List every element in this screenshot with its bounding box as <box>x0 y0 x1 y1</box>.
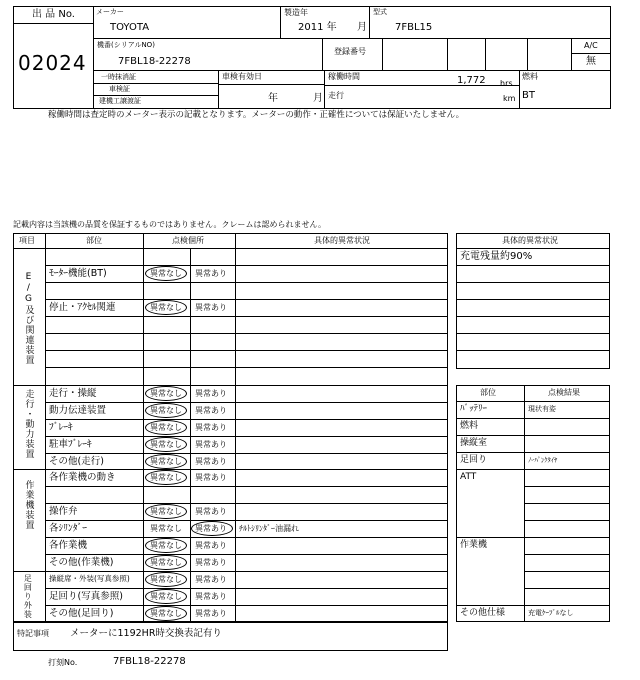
ok-circle-mark <box>145 437 187 452</box>
header-divider <box>93 83 218 84</box>
inspection-cert-label: 車検証 <box>109 85 130 93</box>
ok-option: 異常なし <box>150 609 182 618</box>
hours-disclaimer: 稼働時間は査定時のメーター表示の記載となります。メーターの動作・正確性については保証いたしません。 <box>48 110 465 120</box>
row-part: その他(足回り) <box>49 608 114 619</box>
table-divider <box>456 469 610 470</box>
results-part: ﾊﾞｯﾃﾘｰ <box>460 404 488 414</box>
row-part: その他(走行) <box>49 456 104 467</box>
table-row-divider <box>45 419 448 420</box>
header-divider <box>218 70 219 109</box>
table-row-divider <box>45 588 448 589</box>
table-divider <box>524 554 610 555</box>
ng-option: 異常あり <box>195 473 227 482</box>
inspection-valid-label: 車検有効日 <box>222 72 262 81</box>
row-part: 動力伝達装置 <box>49 405 107 416</box>
ng-option: 異常あり <box>195 541 227 550</box>
ok-circle-mark <box>145 538 187 553</box>
col-part: 部位 <box>86 236 102 245</box>
row-part: 走行・操縦 <box>49 388 97 399</box>
header-divider <box>13 23 93 24</box>
table-row-divider <box>45 299 448 300</box>
ok-circle-mark <box>145 266 187 281</box>
ng-option: 異常あり <box>195 609 227 618</box>
table-divider <box>456 605 610 606</box>
header-divider <box>369 6 370 38</box>
ok-option: 異常なし <box>150 473 182 482</box>
results-value: 充電ｹｰﾌﾞﾙなし <box>528 609 574 617</box>
header-divider <box>218 84 324 85</box>
row-part: 各作業機 <box>49 540 88 551</box>
ok-option: 異常なし <box>150 592 182 601</box>
table-divider <box>456 265 610 266</box>
model-label: 型式 <box>373 8 387 16</box>
results-value: 現状有姿 <box>528 405 556 413</box>
ok-circle-mark <box>145 420 187 435</box>
row-part: 停止・ｱｸｾﾙ関連 <box>49 302 116 313</box>
table-divider <box>456 299 610 300</box>
table-row-divider <box>45 520 448 521</box>
ng-option: 異常あり <box>195 507 227 516</box>
table-row-divider <box>45 333 448 334</box>
table-divider <box>524 520 610 521</box>
table-divider <box>456 537 610 538</box>
table-row-divider <box>45 367 448 368</box>
ok-option: 異常なし <box>150 575 182 584</box>
ng-option: 異常あり <box>195 406 227 415</box>
km-unit: km <box>503 94 516 103</box>
ng-option: 異常あり <box>195 423 227 432</box>
header-divider <box>571 38 572 70</box>
results-part: 燃料 <box>460 421 479 431</box>
ac-label: A/C <box>584 41 598 50</box>
header-divider <box>280 6 281 38</box>
table-divider <box>524 503 610 504</box>
table-divider <box>456 350 610 351</box>
section-divider <box>13 385 448 386</box>
table-row-divider <box>45 316 448 317</box>
ok-circle-mark <box>145 454 187 469</box>
year-value: 2011 年 <box>298 22 337 33</box>
header-divider <box>382 38 383 70</box>
table-row-divider <box>45 537 448 538</box>
results-value: ﾉｰﾊﾟﾝｸﾀｲﾔ <box>528 456 558 464</box>
ng-option: 異常あり <box>195 457 227 466</box>
ok-option: 異常なし <box>150 389 182 398</box>
header-divider <box>93 95 218 96</box>
month-value: 月 <box>357 22 367 33</box>
row-part: 駐車ﾌﾞﾚｰｷ <box>49 439 92 450</box>
distance-label: 走行 <box>328 91 344 100</box>
table-divider <box>235 233 236 622</box>
ok-option: 異常なし <box>150 524 182 533</box>
ok-option: 異常なし <box>150 507 182 516</box>
table-row-divider <box>45 486 448 487</box>
hours-label: 稼働時間 <box>328 72 360 81</box>
header-divider <box>447 38 448 70</box>
results-col-result: 点検結果 <box>548 388 580 397</box>
ng-option: 異常あり <box>195 269 227 278</box>
header-divider <box>93 38 611 39</box>
section-divider <box>13 469 448 470</box>
table-divider <box>456 248 610 249</box>
col-check: 点検個所 <box>172 236 204 245</box>
remarks-text: メーターに1192HR時交換表記有り <box>70 628 222 639</box>
table-row-divider <box>45 436 448 437</box>
ng-option: 異常あり <box>195 440 227 449</box>
results-part: その他仕様 <box>460 608 506 618</box>
ok-option: 異常なし <box>150 406 182 415</box>
header-divider <box>324 70 325 109</box>
ok-option: 異常なし <box>150 558 182 567</box>
ok-circle-mark <box>145 403 187 418</box>
table-divider <box>456 316 610 317</box>
table-divider <box>456 282 610 283</box>
table-row-divider <box>45 265 448 266</box>
lot-number: 02024 <box>18 51 87 75</box>
section-label: 走行・動力装置 <box>23 389 34 459</box>
ok-circle-mark <box>145 300 187 315</box>
notice-text: 記載内容は当該機の品質を保証するものではありません。クレームは認められません。 <box>13 220 326 229</box>
row-part: 操作弁 <box>49 506 78 517</box>
section-label: E/G及び関連装置 <box>23 272 34 365</box>
results-col-part: 部位 <box>480 388 496 397</box>
ok-option: 異常なし <box>150 423 182 432</box>
row-part: 各作業機の動き <box>49 472 116 483</box>
inspection-month: 月 <box>313 93 323 104</box>
stamp-label: 打刻No. <box>48 658 78 667</box>
ok-option: 異常なし <box>150 303 182 312</box>
col-detail: 具体的異常状況 <box>314 236 370 245</box>
ok-circle-mark <box>145 555 187 570</box>
table-row-divider <box>45 453 448 454</box>
ok-circle-mark <box>145 589 187 604</box>
table-divider <box>45 233 46 622</box>
header-divider <box>485 38 486 70</box>
row-part: その他(作業機) <box>49 557 114 568</box>
table-divider <box>524 571 610 572</box>
table-divider <box>456 333 610 334</box>
table-divider <box>143 233 144 622</box>
ac-value: 無 <box>586 56 596 67</box>
row-detail: ﾁﾙﾄｼﾘﾝﾀﾞｰ油漏れ <box>239 524 299 533</box>
col-item: 項目 <box>19 236 35 245</box>
model-value: 7FBL15 <box>395 22 433 33</box>
detail-first: 充電残量約90% <box>460 251 533 262</box>
results-part: 操縦室 <box>460 438 488 448</box>
header-divider <box>519 70 520 109</box>
table-divider <box>456 418 610 419</box>
ok-circle-mark <box>145 606 187 621</box>
remarks-label: 特記事項 <box>17 629 49 638</box>
fuel-label: 燃料 <box>522 72 538 81</box>
temp-label: 一時抹消証 <box>101 73 136 81</box>
section-divider <box>13 571 448 572</box>
ok-option: 異常なし <box>150 541 182 550</box>
row-part: 操縦席・外装(写真参照) <box>49 574 130 583</box>
header-divider <box>322 38 323 70</box>
table-row-divider <box>45 402 448 403</box>
ng-option: 異常あり <box>195 389 227 398</box>
table-row-divider <box>45 554 448 555</box>
row-part: 足回り(写真参照) <box>49 591 123 602</box>
table-divider <box>456 435 610 436</box>
lot-label: 出 品 No. <box>32 9 75 20</box>
table-divider <box>456 452 610 453</box>
results-part: ATT <box>460 472 477 482</box>
detail-header: 具体的異常状況 <box>502 236 558 245</box>
hours-unit: hrs <box>500 79 513 88</box>
ng-option: 異常あり <box>195 575 227 584</box>
ok-circle-mark <box>145 572 187 587</box>
ok-circle-mark <box>145 504 187 519</box>
construction-label: 建機工譲渡証 <box>99 97 141 105</box>
ng-option: 異常あり <box>195 592 227 601</box>
results-part: 足回り <box>460 455 488 465</box>
section-label: 足回り外装 <box>23 574 33 619</box>
table-divider <box>524 588 610 589</box>
fuel-value: BT <box>522 90 535 101</box>
row-part: 各ｼﾘﾝﾀﾞｰ <box>49 523 88 534</box>
serial-value: 7FBL18-22278 <box>118 56 191 67</box>
table-row-divider <box>45 605 448 606</box>
ok-circle-mark <box>145 470 187 485</box>
row-part: ﾌﾞﾚｰｷ <box>49 422 73 433</box>
header-divider <box>324 85 519 86</box>
table-row-divider <box>45 503 448 504</box>
results-part: 作業機 <box>460 540 488 550</box>
ok-option: 異常なし <box>150 457 182 466</box>
ng-option: 異常あり <box>195 524 227 533</box>
table-row-divider <box>45 350 448 351</box>
ok-option: 異常なし <box>150 269 182 278</box>
ng-option: 異常あり <box>195 558 227 567</box>
header-divider <box>93 70 611 71</box>
maker-label: メーカー <box>96 8 124 16</box>
table-divider <box>190 248 191 622</box>
header-divider <box>527 38 528 70</box>
table-divider <box>456 401 610 402</box>
header-divider <box>93 6 94 109</box>
hours-value: 1,772 <box>457 75 486 86</box>
serial-label: 機番(シリアルNO) <box>97 41 155 49</box>
reg-label: 登録番号 <box>334 47 366 56</box>
table-divider <box>524 486 610 487</box>
header-divider <box>571 53 611 54</box>
ng-option: 異常あり <box>195 303 227 312</box>
ok-circle-mark <box>145 386 187 401</box>
stamp-value: 7FBL18-22278 <box>113 656 186 667</box>
table-row-divider <box>45 282 448 283</box>
row-part: ﾓｰﾀｰ機能(BT) <box>49 268 107 279</box>
inspection-year: 年 <box>268 93 278 104</box>
table-divider <box>13 248 448 249</box>
ok-option: 異常なし <box>150 440 182 449</box>
year-label: 製造年 <box>284 8 308 17</box>
maker-value: TOYOTA <box>110 22 150 33</box>
section-label: 作業機装置 <box>23 480 34 530</box>
ng-circle-mark <box>191 521 233 536</box>
